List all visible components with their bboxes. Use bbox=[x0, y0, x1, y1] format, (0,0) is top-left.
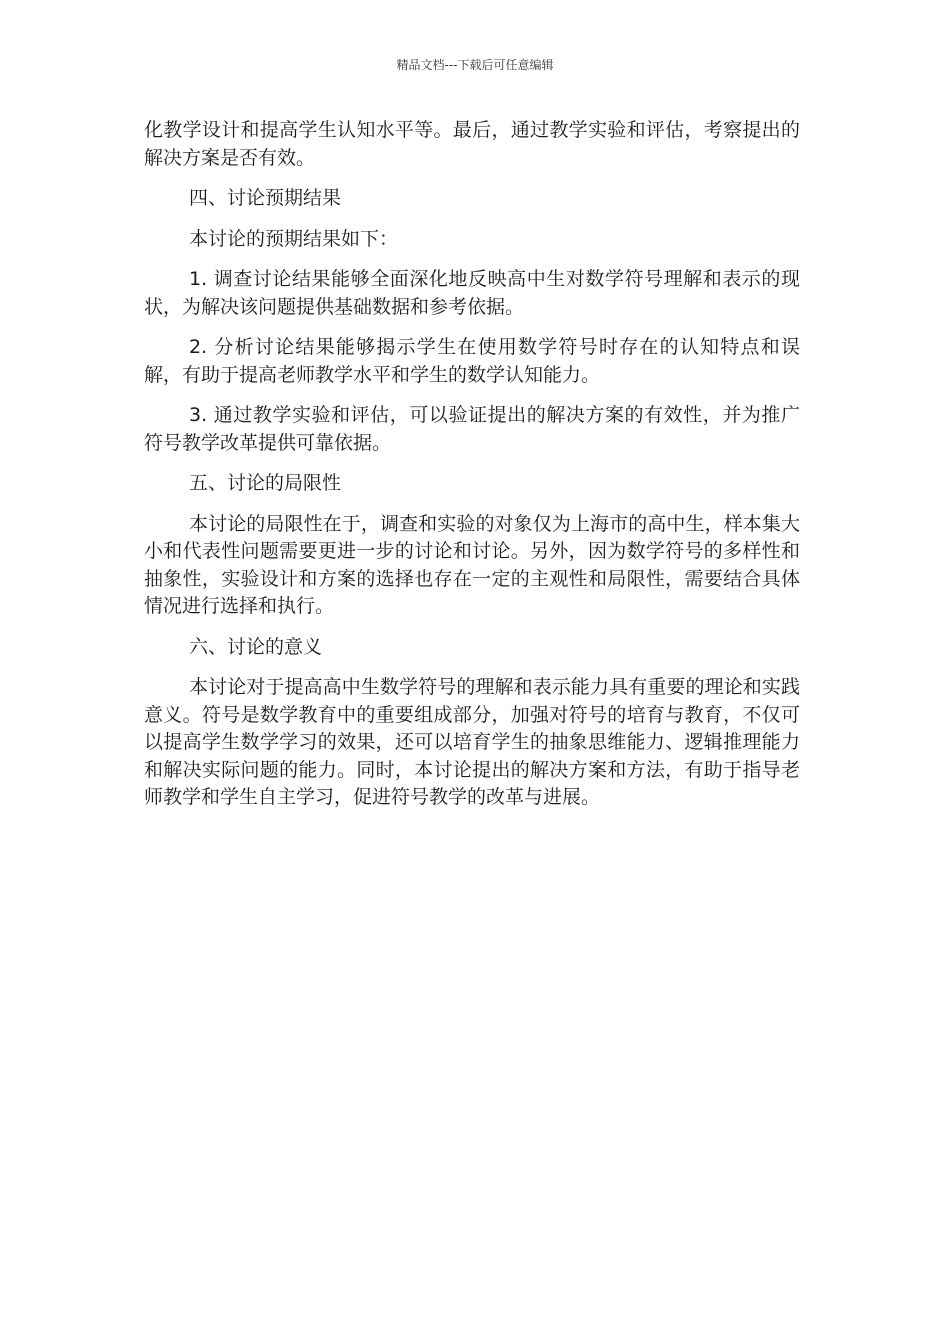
section-heading-significance: 六、讨论的意义 bbox=[189, 635, 323, 658]
document-body bbox=[144, 117, 800, 825]
list-item-result-3: 3. 通过教学实验和评估，可以验证提出的解决方案的有效性，并为推广符号教学改革提供可靠依据。 bbox=[144, 404, 800, 454]
paragraph-expected-results-intro: 本讨论的预期结果如下： bbox=[189, 227, 399, 250]
list-item-result-1: 1. 调查讨论结果能够全面深化地反映高中生对数学符号理解和表示的现状，为解决该问题提供基础数据和参考依据。 bbox=[144, 268, 800, 318]
section-heading-limitations: 五、讨论的局限性 bbox=[189, 472, 342, 494]
page-header: 精品文档---下载后可任意编辑 bbox=[396, 58, 554, 72]
paragraph-significance: 本讨论对于提高高中生数学符号的理解和表示能力具有重要的理论和实践意义。符号是数学教育中的重要组成部分，加强对符号的培育与教育，不仅可以提高学生数学学习的效果，还可以培育学生的抽象思维能力、逻辑推理能力和解决实际问题的能力。同时，本讨论提出的解决方案和方法，有助于指导老师教学和学生自主学习，促进符号教学的改革与进展。 bbox=[144, 676, 800, 808]
paragraph-limitations: 本讨论的局限性在于，调查和实验的对象仅为上海市的高中生，样本集大小和代表性问题需要更进一步的讨论和讨论。另外，因为数学符号的多样性和抽象性，实验设计和方案的选择也存在一定的主观性和局限性，需要结合具体情况进行选择和执行。 bbox=[144, 512, 800, 617]
list-item-result-2: 2. 分析讨论结果能够揭示学生在使用数学符号时存在的认知特点和误解，有助于提高老师教学水平和学生的数学认知能力。 bbox=[144, 336, 800, 386]
paragraph-continuation: 化教学设计和提高学生认知水平等。最后，通过教学实验和评估，考察提出的解决方案是否有效。 bbox=[144, 119, 800, 169]
section-heading-expected-results: 四、讨论预期结果 bbox=[189, 187, 342, 209]
